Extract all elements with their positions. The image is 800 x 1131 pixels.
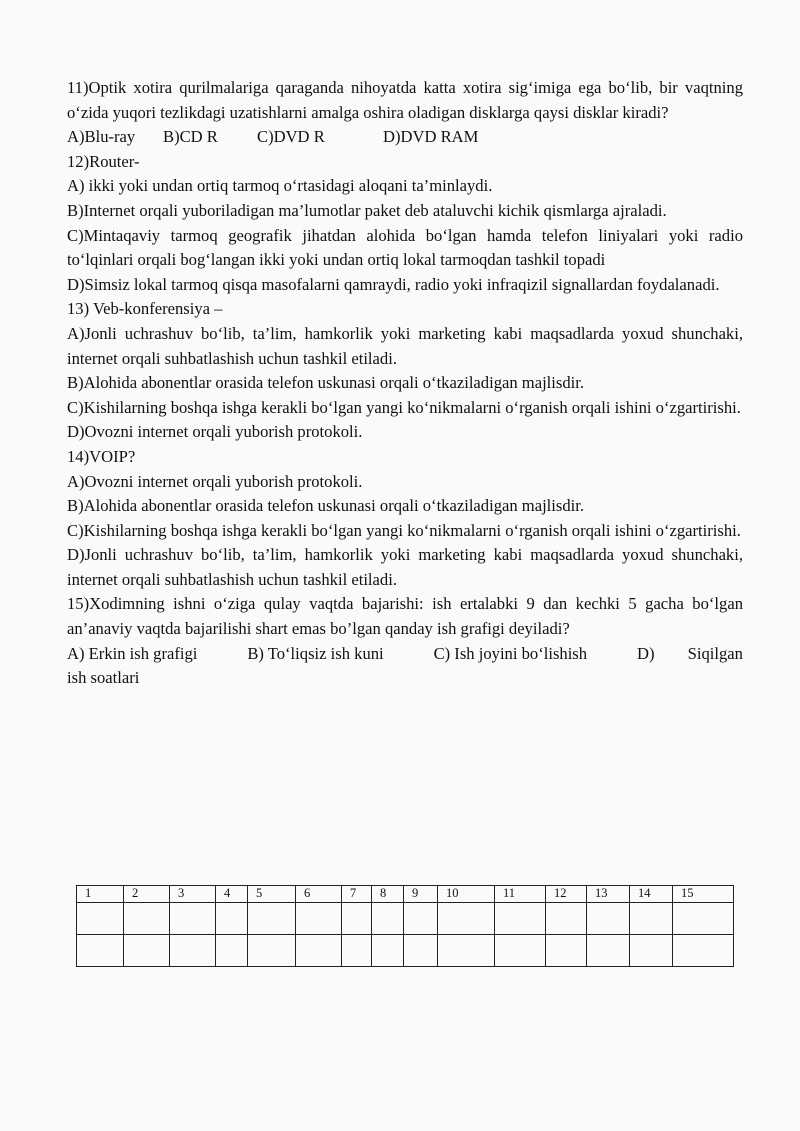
option-a: A) ikki yoki undan ortiq tarmoq o‘rtasidagi aloqani ta’minlaydi. (67, 176, 493, 196)
option-d-letter: D) (636, 643, 655, 663)
answer-cell[interactable] (77, 935, 124, 967)
grid-header-cell: 5 (248, 886, 296, 903)
answer-cell[interactable] (342, 903, 372, 935)
answer-cell[interactable] (495, 935, 546, 967)
answer-cell[interactable] (296, 935, 342, 967)
option-d: D)Jonli uchrashuv bo‘lib, ta’lim, hamkorlik yoki marketing kabi maqsadlarda yoxud shunchaki, internet orqali suhbatlashish uchun tashkil etiladi. (67, 545, 743, 589)
option-c: C)DVD R (257, 127, 325, 147)
grid-header-cell: 7 (342, 886, 372, 903)
grid-header-cell: 4 (216, 886, 248, 903)
answer-cell[interactable] (587, 903, 630, 935)
option-d: D)Ovozni internet orqali yuborish protokoli. (67, 422, 363, 442)
option-b: B) To‘liqsiz ish kuni (247, 643, 384, 663)
answer-cell[interactable] (77, 903, 124, 935)
answer-cell[interactable] (170, 903, 216, 935)
grid-header-cell: 15 (673, 886, 734, 903)
answer-cell[interactable] (248, 935, 296, 967)
question-11-options (67, 125, 743, 150)
option-c: C)Kishilarning boshqa ishga kerakli bo‘lgan yangi ko‘nikmalarni o‘rganish orqali ishini o‘zgartirishi. (67, 520, 741, 540)
grid-header-cell: 1 (77, 886, 124, 903)
answer-cell[interactable] (630, 903, 673, 935)
grid-header-cell: 8 (372, 886, 404, 903)
option-b: B)Internet orqali yuboriladigan ma’lumotlar paket deb ataluvchi kichik qismlarga ajraladi. (67, 200, 667, 220)
option-c: C)Mintaqaviy tarmoq geografik jihatdan alohida bo‘lgan hamda telefon liniyalari yoki radio to‘lqinlari orqali bog‘langan ikki yoki undan ortiq lokal tarmoqdan tashkil topadi (67, 225, 743, 270)
answer-cell[interactable] (124, 935, 170, 967)
answer-cell[interactable] (495, 903, 546, 935)
answer-cell[interactable] (216, 935, 248, 967)
option-a: A)Blu-ray (67, 127, 136, 147)
answer-grid-row (77, 903, 734, 935)
grid-header-cell: 3 (170, 886, 216, 903)
answer-cell[interactable] (372, 903, 404, 935)
grid-header-cell: 9 (404, 886, 438, 903)
grid-header-cell: 13 (587, 886, 630, 903)
option-d (637, 642, 743, 667)
answer-grid (76, 885, 734, 967)
option-b: B)Alohida abonentlar orasida telefon uskunasi orqali o‘tkaziladigan majlisdir. (67, 373, 585, 393)
option-a: A)Jonli uchrashuv bo‘lib, ta’lim, hamkorlik yoki marketing kabi maqsadlarda yoxud shunchaki, internet orqali suhbatlashish uchun tashkil etiladi. (67, 323, 743, 368)
option-b: B)CD R (163, 127, 218, 147)
grid-header-cell: 11 (495, 886, 546, 903)
answer-cell[interactable] (248, 903, 296, 935)
answer-grid-header-row (77, 886, 734, 903)
answer-grid-row (77, 935, 734, 967)
grid-header-cell: 2 (124, 886, 170, 903)
answer-cell[interactable] (438, 903, 495, 935)
option-c: C)Kishilarning boshqa ishga kerakli bo‘lgan yangi ko‘nikmalarni o‘rganish orqali ishini o‘zgartirishi. (67, 397, 741, 417)
question-15-options (67, 642, 743, 667)
option-a: A)Ovozni internet orqali yuborish protokoli. (67, 471, 363, 491)
answer-cell[interactable] (296, 903, 342, 935)
questions-block (67, 76, 743, 691)
grid-header-cell: 12 (546, 886, 587, 903)
answer-cell[interactable] (673, 935, 734, 967)
answer-cell[interactable] (673, 903, 734, 935)
answer-cell[interactable] (438, 935, 495, 967)
option-d-continuation: ish soatlari (67, 668, 140, 688)
option-b: B)Alohida abonentlar orasida telefon uskunasi orqali o‘tkaziladigan majlisdir. (67, 496, 585, 516)
answer-cell[interactable] (372, 935, 404, 967)
answer-cell[interactable] (630, 935, 673, 967)
grid-header-cell: 6 (296, 886, 342, 903)
answer-cell[interactable] (342, 935, 372, 967)
answer-cell[interactable] (546, 903, 587, 935)
option-d: D)Simsiz lokal tarmoq qisqa masofalarni qamraydi, radio yoki infraqizil signallardan foydalanadi. (67, 274, 720, 294)
question-13-stem: 13) Veb-konferensiya – (67, 299, 223, 319)
question-14-stem: 14)VOIP? (67, 446, 136, 466)
grid-header-cell: 10 (438, 886, 495, 903)
question-12-stem: 12)Router- (67, 151, 140, 171)
answer-cell[interactable] (404, 935, 438, 967)
answer-cell[interactable] (404, 903, 438, 935)
option-d: D)DVD RAM (383, 127, 479, 147)
option-c: C) Ish joyini bo‘lishish (433, 643, 588, 663)
answer-cell[interactable] (587, 935, 630, 967)
option-a: A) Erkin ish grafigi (67, 643, 198, 663)
grid-header-cell: 14 (630, 886, 673, 903)
question-15-stem: 15)Xodimning ishni o‘ziga qulay vaqtda bajarishi: ish ertalabki 9 dan kechki 5 gacha bo‘lgan an’anaviy vaqtda bajarilishi shart emas bo’lgan qanday ish grafigi deyiladi? (67, 594, 743, 639)
option-d-text: Siqilgan (687, 643, 743, 663)
answer-cell[interactable] (124, 903, 170, 935)
answer-cell[interactable] (216, 903, 248, 935)
question-11-stem: 11)Optik xotira qurilmalariga qaraganda nihoyatda katta xotira sig‘imiga ega bo‘lib, bir vaqtning o‘zida yuqori tezlikdagi uzatishlarni amalga oshira oladigan disklarga qaysi disklar kiradi? (67, 78, 743, 122)
answer-cell[interactable] (170, 935, 216, 967)
answer-cell[interactable] (546, 935, 587, 967)
